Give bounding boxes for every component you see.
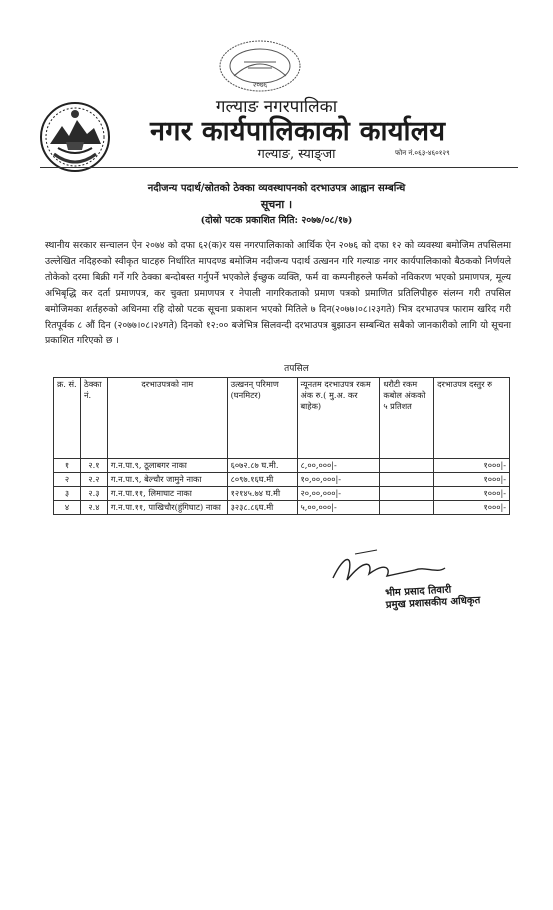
cell-quantity: ६०७२.८७ घ.मी. [227, 459, 297, 473]
cell-deposit [380, 501, 434, 515]
cell-serial: ३ [54, 487, 81, 501]
cell-contract-no: २.१ [80, 459, 107, 473]
cell-fee: १०००|- [434, 473, 510, 487]
col-tender-name: दरभाउपत्रको नाम [107, 378, 227, 459]
notice-subtitle: सूचना । [260, 198, 293, 211]
cell-tender-name: ग.न.पा.११, पाखिचौर(हुंगिघाट) नाका [107, 501, 227, 515]
cell-contract-no: २.२ [80, 473, 107, 487]
signatory [385, 583, 481, 612]
cell-contract-no: २.३ [80, 487, 107, 501]
phone-number: फोन नं.०६३-४६०१२९ [395, 149, 450, 157]
municipality-name: गल्याङ नगरपालिका [215, 97, 338, 117]
office-stamp [214, 38, 306, 94]
cell-deposit [380, 459, 434, 473]
signatory-title: प्रमुख प्रशासकीय अधिकृत [385, 595, 481, 611]
cell-serial: ४ [54, 501, 81, 515]
notice-body: स्थानीय सरकार सन्चालन ऐन २०७४ को दफा ६२(क)र यस नगरपालिकाको आर्थिक ऐन २०७६ को दफा १२ को व्यवस्था बमोजिम तपसिलमा उल्लेखित नदिहरुको स्वीकृत घाटहरु निर्धारित मापदण्ड बमोजिम नदीजन्य पदार्थ उत्खनन गरि गल्याङ नगर कार्यपालिकाको बैठकको निर्णयले तोकेको दरमा बिक्री गर्ने गरि ठेक्का बन्दोबस्त गर्नुपर्ने भएकोले ईच्छुक व्यक्ति, फर्म वा कम्पनीहरुले फर्मको नविकरण भएको प्रमाणपत्र, मूल्य अभिबृद्धि कर दर्ता प्रमाणपत्र, कर चुक्ता प्रमाणपत्र र नेपाली नागरिकताको प्रमाण पत्रको प्रमाणित प्रतिलिपीहरु संलग्न गरी तपसिल बमोजिमका शर्तहरुको अधिनमा रहि दोस्रो पटक सूचना प्रकाशन भएको मितिले ७ दिन(२०७७।०८।२३गते) भित्र दरभाउपत्र फाराम खरिद गरी रितपूर्वक ८ औं दिन (२०७७।०८।२४गते) दिनको १२:०० बजेभित्र सिलवन्दी दरभाउपत्र बुझाउन सम्बन्धित सबैको जानकारीको लागि यो सूचना प्रकाशित गरिएको छ । [45, 240, 511, 347]
cell-quantity: ८०९७.१६घ.मी [227, 473, 297, 487]
table-row [54, 473, 510, 487]
cell-tender-name: ग.न.पा.९, बेल्चौर जामुने नाका [107, 473, 227, 487]
cell-fee: १०००|- [434, 487, 510, 501]
tender-table [53, 377, 510, 515]
office-address: गल्याङ, स्याङ्जा [257, 147, 336, 162]
cell-deposit [380, 487, 434, 501]
table-row [54, 487, 510, 501]
cell-fee: १०००|- [434, 501, 510, 515]
stamp-date: २०७६ [252, 81, 268, 89]
cell-tender-name: ग.न.पा.९, ठूलाबगर नाका [107, 459, 227, 473]
table-row [54, 459, 510, 473]
cell-contract-no: २.४ [80, 501, 107, 515]
cell-min-amount: ८,००,०००|- [297, 459, 380, 473]
cell-tender-name: ग.न.पा.११, लिमाघाट नाका [107, 487, 227, 501]
cell-min-amount: १०,००,०००|- [297, 473, 380, 487]
cell-quantity: ३२३८.८६घ.मी [227, 501, 297, 515]
cell-deposit [380, 473, 434, 487]
col-fee: दरभाउपत्र दस्तुर रु [434, 378, 510, 459]
cell-serial: १ [54, 459, 81, 473]
col-deposit: धरौटी रकम कबोल अंकको ५ प्रतिशत [380, 378, 434, 459]
cell-min-amount: २०,००,०००|- [297, 487, 380, 501]
col-quantity: उत्खनन् परिमाण (घनमिटर) [227, 378, 297, 459]
office-title: नगर कार्यपालिकाको कार्यालय [150, 116, 446, 147]
cell-serial: २ [54, 473, 81, 487]
table-header-row [54, 378, 510, 459]
header-divider [40, 167, 518, 168]
col-serial: क्र. सं. [54, 378, 81, 459]
publication-date: (दोस्रो पटक प्रकाशित मिति: २०७७/०८/१७) [200, 215, 353, 226]
col-min-amount: न्यूनतम दरभाउपत्र रकम अंक रु.( मु.अ. कर बाहेक) [297, 378, 380, 459]
cell-quantity: १२१४५.७४ घ.मी [227, 487, 297, 501]
notice-subject: नदीजन्य पदार्थ/स्रोतको ठेक्का व्यवस्थापनको दरभाउपत्र आह्वान सम्बन्धि [147, 183, 406, 194]
cell-fee: १०००|- [434, 459, 510, 473]
table-row [54, 501, 510, 515]
signatory-name: भीम प्रसाद तिवारी [385, 584, 452, 599]
schedule-heading: तपसिल [284, 364, 309, 374]
handwritten-signature [325, 548, 465, 588]
col-contract-no: ठेक्का नं. [80, 378, 107, 459]
cell-min-amount: ५,००,०००|- [297, 501, 380, 515]
